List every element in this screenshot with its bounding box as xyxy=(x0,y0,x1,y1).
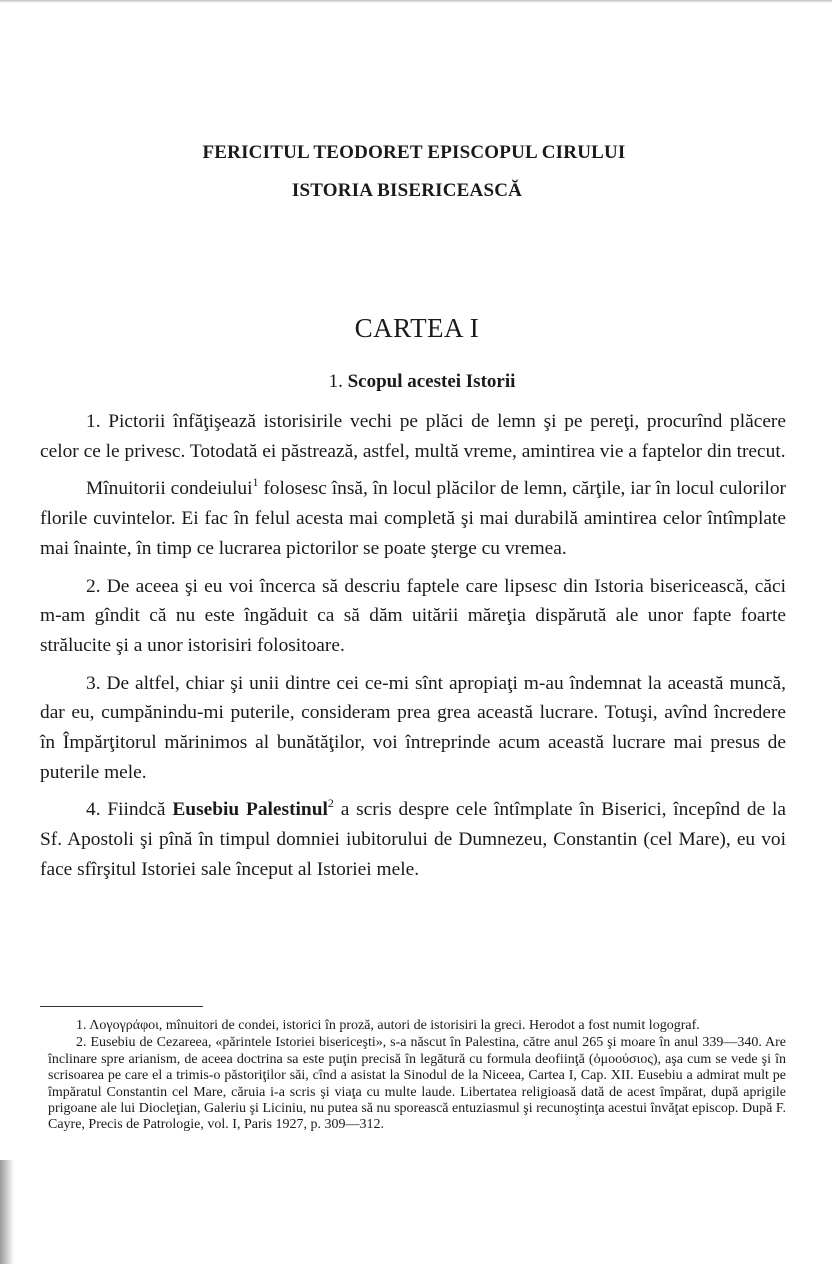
body-text xyxy=(40,407,786,893)
chapter-number: 1. xyxy=(328,371,343,392)
paragraph-5-rest: a scris despre cele întîmplate în Biserici, începînd de la Sf. Apostoli şi pînă în timpul domniei iubitorului de Dumnezeu, Constantin (cel Mare), eu voi face sfîrşitul Istoriei sale început al Istoriei mele. xyxy=(40,799,786,880)
running-work-title: ISTORIA BISERICEASCĂ xyxy=(291,180,523,201)
chapter-heading xyxy=(0,371,832,393)
paragraph-5-start: 4. Fiindcă xyxy=(86,799,173,821)
paragraph-2-rest: folosesc însă, în locul plăcilor de lemn, cărţile, iar în locul culorilor florile cuvintelor. Ei fac în felul acesta mai completă şi mai durabilă amintirea celor întîmplate mai înainte, în timp ce lucrarea pictorilor se poate şterge cu vremea. xyxy=(40,478,786,559)
paragraph-3: 2. De aceea şi eu voi încerca să descriu faptele care lipsesc din Istoria bisericească, căci m-am gîndit că nu este îngăduit ca să dăm uitării măreţia dispărută ale unor fapte foarte strălucite şi a unor istorisiri folositoare. xyxy=(40,575,786,656)
page-top-edge xyxy=(0,0,832,3)
footnote-1: 1. Λογογράφοι, mînuitori de condei, istorici în proză, autori de istorisiri la greci. Herodot a fost numit logograf. xyxy=(76,1018,700,1033)
paragraph-5 xyxy=(40,795,786,884)
paragraph-4: 3. De altfel, chiar şi unii dintre cei ce-mi sînt apropiaţi m-au îndemnat la această muncă, dar eu, cumpănindu-mi puterile, consideram prea grea această lucrare. Totuşi, avînd încredere în Împărţitorul mărinimos al bunătăţilor, voi întreprinde acum această lucrare mai presus de puterile mele. xyxy=(40,672,786,783)
running-author-title: FERICITUL TEODORET EPISCOPUL CIRULUI xyxy=(202,142,626,163)
paragraph-2-start: Mînuitorii condeiului xyxy=(86,478,253,500)
page-binding-shadow xyxy=(0,1160,14,1264)
paragraph-1: 1. Pictorii înfăţişează istorisirile vechi pe plăci de lemn şi pe pereţi, procurînd plăcere celor ce le privesc. Totodată ei păstrează, astfel, multă vreme, amintirea vie a faptelor din trecut. xyxy=(40,411,786,462)
footnotes xyxy=(48,1018,786,1135)
footnote-ref-1: 1 xyxy=(252,475,259,490)
footnote-2: 2. Eusebiu de Cezareea, «părintele Istoriei bisericeşti», s-a născut în Palestina, către anul 265 şi moare în anul 339—340. Are înclinare spre arianism, de aceea doctrina sa este puţin precisă în legătură cu formula deofiinţă (ὁμοούσιος), aşa cum se vede şi în scrisoarea pe care el a trimis-o păstoriţilor săi, cînd a asistat la Sinodul de la Niceea, Cartea I, Cap. XII. Eusebiu a admirat mult pe împăratul Constantin cel Mare, căruia i-a scris şi viaţa cu multe laude. Libertatea religioasă dată de acest împărat, după aprigile prigoane ale lui Diocleţian, Galeriu şi Liciniu, nu putea să nu sporească entuziasmul şi recunoştinţa acestui învăţat episcop. După F. Cayre, Precis de Patrologie, vol. I, Paris 1927, p. 309—312. xyxy=(48,1035,786,1133)
eusebiu-name: Eusebiu Palestinul xyxy=(172,799,328,821)
footnote-ref-2: 2 xyxy=(327,796,334,811)
paragraph-2 xyxy=(40,474,786,563)
footnote-divider xyxy=(40,1006,203,1007)
chapter-title: Scopul acestei Istorii xyxy=(347,371,516,392)
book-title: CARTEA I xyxy=(354,313,480,343)
